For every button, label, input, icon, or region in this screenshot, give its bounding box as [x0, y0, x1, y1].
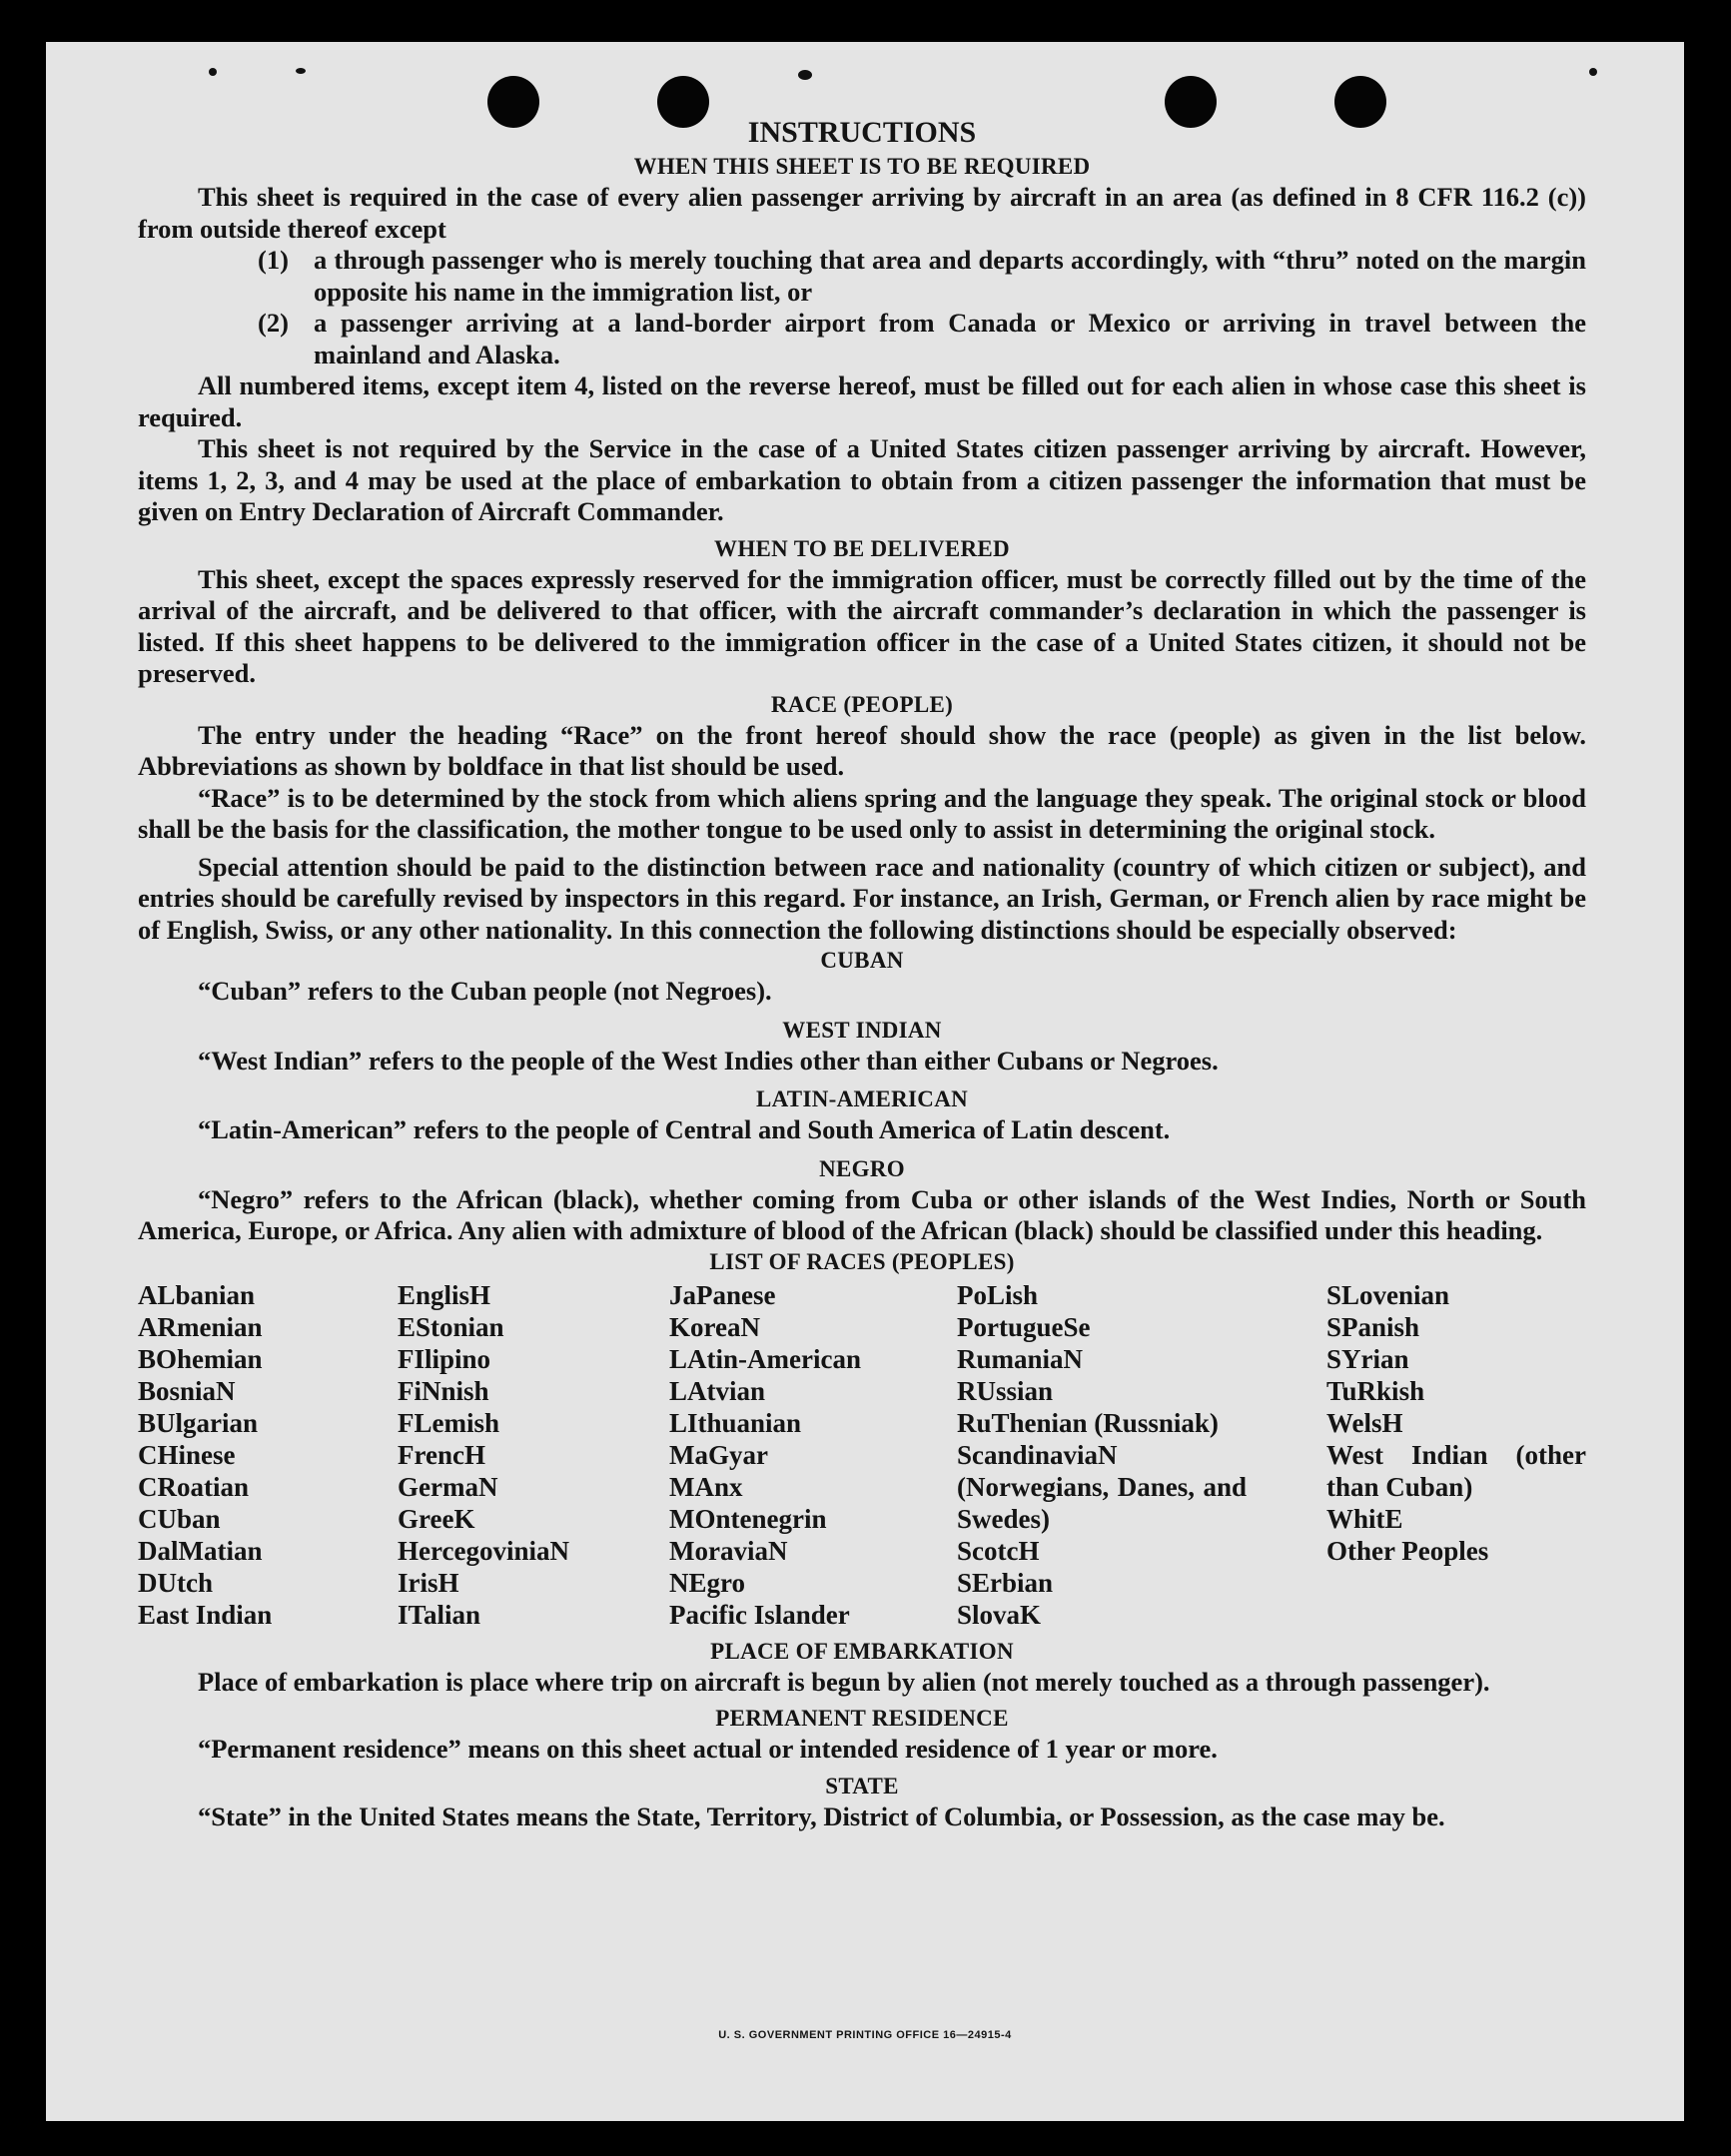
printer-imprint: U. S. GOVERNMENT PRINTING OFFICE 16—24915-4: [718, 2029, 1012, 2041]
race-item: CHinese: [138, 1439, 236, 1470]
race-item: LIthuanian: [669, 1407, 802, 1438]
race-item: ScotcH: [957, 1535, 1040, 1566]
race-item: DUtch: [138, 1567, 213, 1598]
paragraph: All numbered items, except item 4, listed on the reverse hereof, must be filled out for each alien in whose case this sheet is required.: [138, 370, 1586, 432]
paragraph: “Race” is to be determined by the stock from which aliens spring and the language they speak. The original stock or blood shall be the basis for the classification, the mother tongue to be used only to assist in determining the original stock.: [138, 782, 1586, 844]
speck: [296, 68, 306, 74]
race-item: HercegoviniaN: [398, 1535, 569, 1566]
paragraph: “State” in the United States means the State, Territory, District of Columbia, or Possession, as the case may be.: [198, 1800, 1445, 1831]
race-item: ITalian: [398, 1599, 481, 1630]
race-item: EStonian: [398, 1311, 504, 1342]
race-column: [669, 1279, 957, 1631]
item-text: a through passenger who is merely touching that area and departs accordingly, with “thru” noted on the margin opposite his name in the immigration list, or: [314, 245, 1586, 307]
race-column: [1326, 1279, 1586, 1631]
race-item: West Indian (other than Cuban): [1326, 1439, 1586, 1502]
section-heading: RACE (PEOPLE): [770, 691, 954, 717]
section-heading: WHEN TO BE DELIVERED: [714, 535, 1010, 561]
paragraph: “Cuban” refers to the Cuban people (not Negroes).: [198, 976, 772, 1006]
race-item: WelsH: [1326, 1407, 1403, 1438]
section-heading: LATIN-AMERICAN: [755, 1086, 969, 1111]
race-item: RuThenian (Russniak): [957, 1407, 1219, 1438]
paragraph: This sheet is not required by the Service in the case of a United States citizen passenger arriving by aircraft. However, items 1, 2, 3, and 4 may be used at the place of embarkation to obtain from a citizen passenger the information that must be given on Entry Declaration of Aircraft Commander.: [138, 433, 1586, 526]
race-list: [138, 1279, 1586, 1631]
paragraph: Special attention should be paid to the distinction between race and nationality (country of which citizen or subject), and entries should be carefully revised by inspectors in this regard. For instance, an Irish, German, or French alien by race might be of English, Swiss, or any other nationality. In this connection the following distinctions should be especially observed:: [138, 851, 1586, 945]
race-item: LAtin-American: [669, 1343, 861, 1374]
section-heading: WHEN THIS SHEET IS TO BE REQUIRED: [633, 154, 1091, 179]
race-item: CRoatian: [138, 1471, 250, 1502]
race-item: DalMatian: [138, 1535, 263, 1566]
race-item: RUssian: [957, 1375, 1054, 1406]
paragraph: This sheet is required in the case of every alien passenger arriving by aircraft in an area (as defined in 8 CFR 116.2 (c)) from outside thereof except: [138, 182, 1586, 244]
race-item: ARmenian: [138, 1311, 263, 1342]
speck: [1589, 68, 1597, 76]
section-heading: CUBAN: [820, 948, 904, 973]
race-item: TuRkish: [1326, 1375, 1425, 1406]
race-item: LAtvian: [669, 1375, 766, 1406]
race-item: SLovenian: [1326, 1279, 1450, 1310]
section-heading: PLACE OF EMBARKATION: [710, 1638, 1014, 1664]
item-number: (2): [258, 308, 289, 338]
race-item: BOhemian: [138, 1343, 263, 1374]
page-title: INSTRUCTIONS: [747, 116, 977, 149]
race-item: SPanish: [1326, 1311, 1420, 1342]
paragraph: “Latin-American” refers to the people of Central and South America of Latin descent.: [198, 1114, 1171, 1144]
race-item: MAnx: [669, 1471, 743, 1502]
section-heading: PERMANENT RESIDENCE: [715, 1706, 1009, 1731]
item-text: a passenger arriving at a land-border airport from Canada or Mexico or arriving in travel between the mainland and Alaska.: [314, 308, 1586, 369]
numbered-item: [258, 245, 1586, 308]
race-item: MaGyar: [669, 1439, 768, 1470]
race-column: [957, 1279, 1326, 1631]
race-item: RumaniaN: [957, 1343, 1084, 1374]
race-column: [398, 1279, 669, 1631]
speck: [209, 68, 217, 76]
race-item: FLemish: [398, 1407, 500, 1438]
race-item: GreeK: [398, 1503, 475, 1534]
paragraph: “West Indian” refers to the people of the West Indies other than either Cubans or Negroes.: [198, 1045, 1219, 1076]
race-item: BosniaN: [138, 1375, 236, 1406]
numbered-item: [258, 308, 1586, 370]
paragraph: The entry under the heading “Race” on the front hereof should show the race (people) as given in the list below. Abbreviations as shown by boldface in that list should be used.: [138, 719, 1586, 781]
race-item: FiNnish: [398, 1375, 489, 1406]
race-item: CUban: [138, 1503, 221, 1534]
race-item: WhitE: [1326, 1503, 1403, 1534]
race-item: PoLish: [957, 1279, 1039, 1310]
race-item: MoraviaN: [669, 1535, 788, 1566]
paragraph: “Negro” refers to the African (black), whether coming from Cuba or other islands of the West Indies, North or South America, Europe, or Africa. Any alien with admixture of blood of the African (black) should be classified under this heading.: [138, 1183, 1586, 1245]
paragraph: Place of embarkation is place where trip on aircraft is begun by alien (not merely touched as a through passenger).: [198, 1666, 1490, 1697]
instructions-body: [138, 114, 1586, 1832]
race-item: JaPanese: [669, 1279, 776, 1310]
race-item: Pacific Islander: [669, 1599, 850, 1630]
race-column: [138, 1279, 398, 1631]
race-item: MOntenegrin: [669, 1503, 827, 1534]
race-item: SErbian: [957, 1567, 1054, 1598]
race-item: GermaN: [398, 1471, 498, 1502]
race-item: East Indian: [138, 1599, 273, 1630]
race-item: BUlgarian: [138, 1407, 259, 1438]
race-item: IrisH: [398, 1567, 459, 1598]
race-item: ScandinaviaN (Norwegians, Danes, and Swedes): [957, 1439, 1247, 1534]
race-item: Other Peoples: [1326, 1535, 1489, 1566]
section-heading: STATE: [825, 1773, 899, 1798]
race-item: ALbanian: [138, 1279, 256, 1310]
race-item: FrencH: [398, 1439, 485, 1470]
item-number: (1): [258, 245, 289, 275]
race-item: SlovaK: [957, 1599, 1042, 1630]
section-heading: LIST OF RACES (PEOPLES): [709, 1248, 1015, 1274]
section-heading: NEGRO: [819, 1155, 905, 1181]
race-item: NEgro: [669, 1567, 746, 1598]
paragraph: “Permanent residence” means on this sheet actual or intended residence of 1 year or more.: [198, 1734, 1218, 1764]
speck: [798, 70, 812, 80]
race-item: KoreaN: [669, 1311, 760, 1342]
race-item: FIlipino: [398, 1343, 491, 1374]
section-heading: WEST INDIAN: [782, 1017, 942, 1043]
document-page: [46, 42, 1684, 2121]
paragraph: This sheet, except the spaces expressly reserved for the immigration officer, must be correctly filled out by the time of the arrival of the aircraft, and be delivered to that officer, with the aircraft commander’s declaration in which the passenger is listed. If this sheet happens to be delivered to the immigration officer in the case of a United States citizen, it should not be preserved.: [138, 563, 1586, 688]
race-item: EnglisH: [398, 1279, 491, 1310]
race-item: PortugueSe: [957, 1311, 1091, 1342]
race-item: SYrian: [1326, 1343, 1409, 1374]
